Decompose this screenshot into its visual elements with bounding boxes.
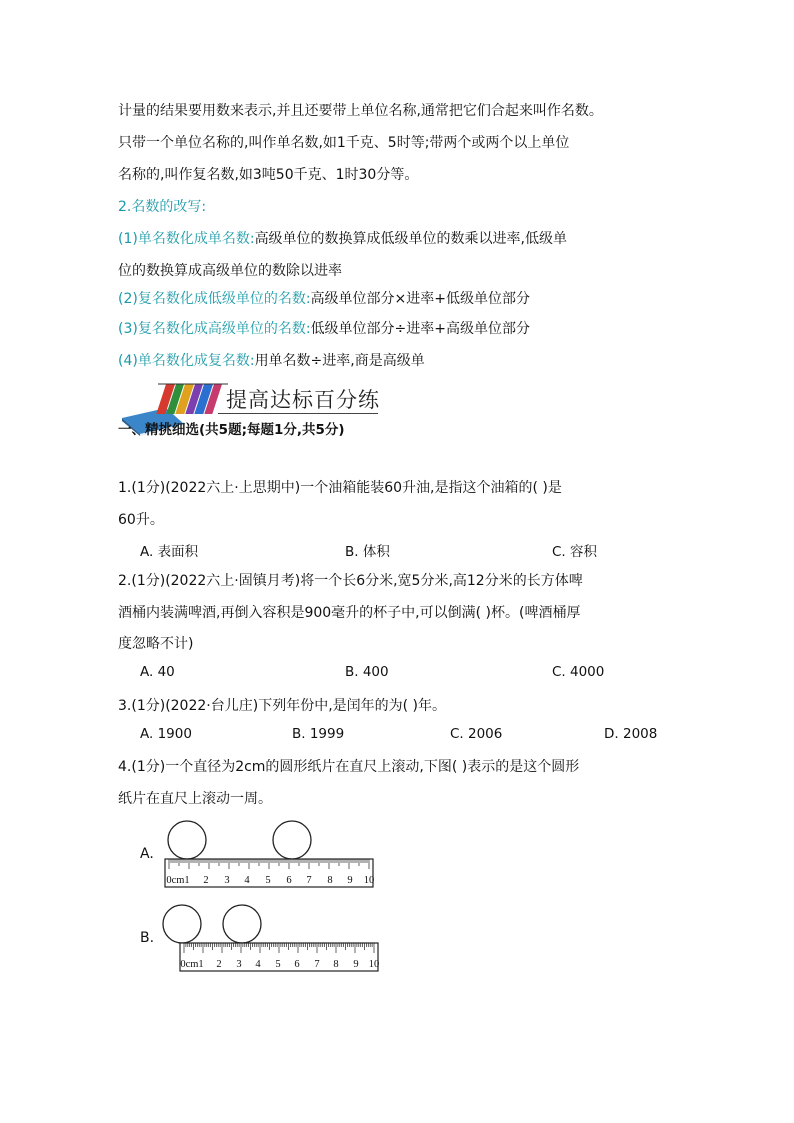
rewrite-item-1	[118, 229, 567, 249]
rewrite-item-4-text: 用单名数÷进率,商是高级单	[254, 353, 425, 369]
ruler-a-label-0: 0cm1	[166, 875, 190, 886]
question-2-line-2: 酒桶内装满啤酒,再倒入容积是900毫升的杯子中,可以倒满( )杯。(啤酒桶厚	[118, 605, 581, 621]
rewrite-item-4	[118, 351, 425, 371]
ruler-a-label-8: 8	[327, 875, 333, 886]
rewrite-item-1-label: (1)单名数化成单名数:	[118, 231, 255, 247]
question-2-option-a[interactable]: A. 40	[140, 664, 175, 680]
question-1-line-1: 1.(1分)(2022六上·上思期中)一个油箱能装60升油,是指这个油箱的( )是	[118, 480, 562, 496]
question-2-option-b[interactable]: B. 400	[345, 664, 389, 680]
ruler-a-label-5: 5	[265, 875, 271, 886]
section-heading: 一、精挑细选(共5题;每题1分,共5分)	[118, 422, 345, 438]
question-1-option-c[interactable]: C. 容积	[552, 544, 598, 560]
question-2-line-3: 度忽略不计)	[118, 636, 194, 652]
question-2-option-c[interactable]: C. 4000	[552, 664, 605, 680]
question-4-option-a[interactable]: A.	[140, 846, 154, 862]
intro-line-1: 计量的结果要用数来表示,并且还要带上单位名称,通常把它们合起来叫作名数。	[118, 103, 603, 119]
rewrite-item-3-label: (3)复名数化成高级单位的名数:	[118, 321, 311, 337]
rewrite-item-2-text: 高级单位部分×进率+低级单位部分	[310, 291, 531, 307]
ruler-b-label-3: 3	[236, 959, 242, 970]
rewrite-item-3	[118, 319, 530, 339]
question-1-option-b[interactable]: B. 体积	[345, 544, 390, 560]
question-3-options	[140, 726, 700, 746]
question-3-option-b[interactable]: B. 1999	[292, 726, 345, 742]
ruler-b-label-4: 4	[255, 959, 261, 970]
ruler-a-label-9: 9	[347, 875, 353, 886]
ruler-b-label-8: 8	[333, 959, 339, 970]
question-3-option-a[interactable]: A. 1900	[140, 726, 192, 742]
question-4-line-1: 4.(1分)一个直径为2cm的圆形纸片在直尺上滚动,下图( )表示的是这个圆形	[118, 759, 580, 775]
ruler-b-label-9: 9	[353, 959, 359, 970]
rewrite-item-3-text: 低级单位部分÷进率+高级单位部分	[310, 321, 531, 337]
ruler-b-label-2: 2	[216, 959, 222, 970]
rewrite-item-2	[118, 289, 530, 309]
paper-circle-b1	[163, 905, 201, 943]
rewrite-item-1-text: 高级单位的数换算成低级单位的数乘以进率,低级单	[254, 231, 568, 247]
question-3-option-d[interactable]: D. 2008	[604, 726, 658, 742]
ruler-b-label-7: 7	[314, 959, 320, 970]
intro-line-2: 只带一个单位名称的,叫作单名数,如1千克、5时等;带两个或两个以上单位	[118, 135, 570, 151]
paper-circle-a2	[273, 821, 311, 859]
paper-circle-b2	[223, 905, 261, 943]
ruler-figure-a-svg	[164, 818, 376, 890]
ruler-a-label-10: 10	[363, 875, 375, 886]
rewrite-item-1-cont: 位的数换算成高级单位的数除以进率	[118, 263, 342, 279]
rewrite-item-4-label: (4)单名数化成复名数:	[118, 353, 255, 369]
ruler-figure-a	[164, 818, 376, 890]
question-1-option-a[interactable]: A. 表面积	[140, 544, 199, 560]
rewrite-heading: 2.名数的改写:	[118, 199, 207, 215]
ruler-a-label-6: 6	[286, 875, 292, 886]
question-2-options	[140, 664, 700, 684]
question-1-options	[140, 540, 700, 560]
ruler-b-label-6: 6	[294, 959, 300, 970]
question-3-option-c[interactable]: C. 2006	[450, 726, 503, 742]
ruler-b-label-10: 10	[368, 959, 380, 970]
ruler-a-label-2: 2	[203, 875, 209, 886]
ruler-b-label-5: 5	[275, 959, 281, 970]
paper-circle-a1	[168, 821, 206, 859]
ruler-b-label-0: 0cm1	[180, 959, 204, 970]
question-1-line-2: 60升。	[118, 512, 164, 528]
intro-line-3: 名称的,叫作复名数,如3吨50千克、1时30分等。	[118, 167, 419, 183]
ruler-a-label-3: 3	[224, 875, 230, 886]
banner-title: 提高达标百分练	[226, 388, 380, 412]
ruler-figure-b-svg	[162, 902, 382, 974]
ruler-a-label-7: 7	[306, 875, 312, 886]
ruler-a-label-4: 4	[244, 875, 250, 886]
question-4-line-2: 纸片在直尺上滚动一周。	[118, 791, 272, 807]
rewrite-item-2-label: (2)复名数化成低级单位的名数:	[118, 291, 311, 307]
banner-underline	[218, 413, 378, 414]
question-4-option-b[interactable]: B.	[140, 930, 155, 946]
ruler-figure-b	[162, 902, 382, 974]
question-2-line-1: 2.(1分)(2022六上·固镇月考)将一个长6分米,宽5分米,高12分米的长方体啤	[118, 573, 583, 589]
question-3-line-1: 3.(1分)(2022·台儿庄)下列年份中,是闰年的为( )年。	[118, 698, 447, 714]
